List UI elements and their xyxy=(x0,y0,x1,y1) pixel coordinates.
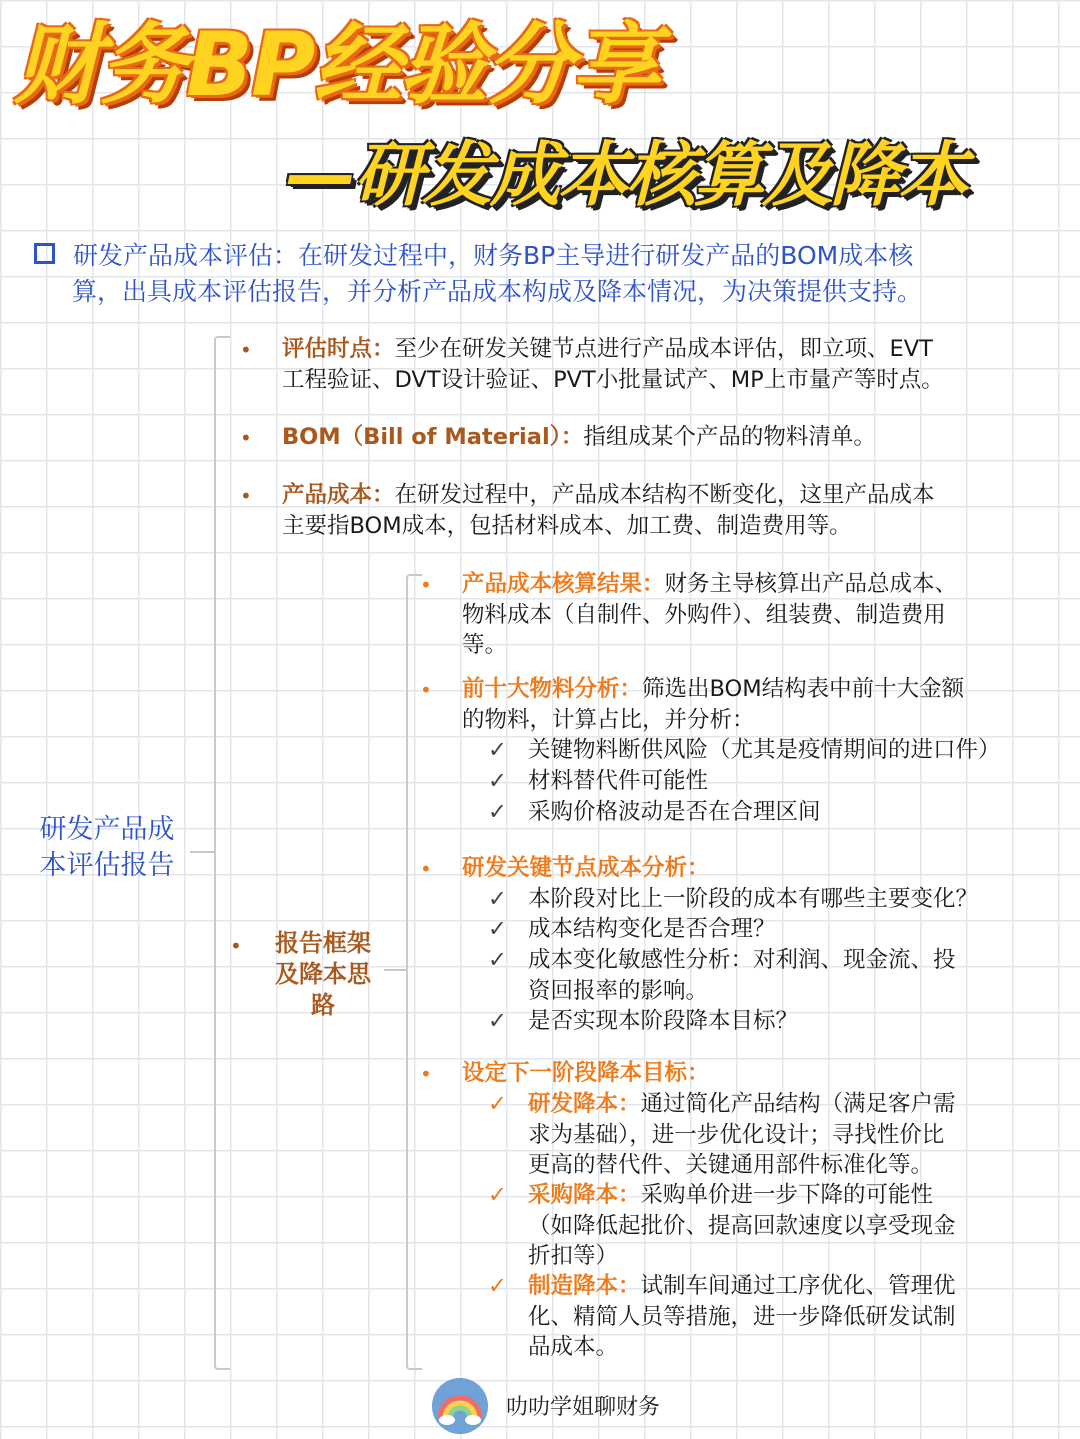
intro-line-2: 算，出具成本评估报告，并分析产品成本构成及降本情况，为决策提供支持。 xyxy=(72,277,923,306)
sub-node-line-1: 报告框架 xyxy=(275,929,371,957)
manufacturing-cost-reduction: ✓ 制造降本：试制车间通过工序优化、管理优 化、精简人员等措施，进一步降低研发试制 品成本。 xyxy=(488,1273,956,1360)
intro-paragraph xyxy=(34,238,1064,310)
cost-result-text-3: 等。 xyxy=(462,632,508,658)
check-icon: ✓ xyxy=(488,737,507,763)
product-cost-item xyxy=(282,480,1062,541)
bullet-icon: • xyxy=(230,934,242,958)
milestone-check-3: ✓ 成本变化敏感性分析：对利润、现金流、投 资回报率的影响。 xyxy=(488,947,956,1004)
top10-text-1: 筛选出BOM结构表中前十大金额 xyxy=(642,676,965,702)
milestone-check-4: ✓ 是否实现本阶段降本目标？ xyxy=(488,1006,1068,1037)
cost-result-section xyxy=(462,569,1062,661)
milestone-check-2: ✓ 成本结构变化是否合理？ xyxy=(488,914,1068,945)
product-cost-text-1: 在研发过程中，产品成本结构不断变化，这里产品成本 xyxy=(394,482,935,508)
milestone-section xyxy=(462,853,1062,884)
inner-bracket-connector xyxy=(384,969,406,971)
bullet-icon: • xyxy=(420,1062,432,1086)
eval-point-text-2: 工程验证、DVT设计验证、PVT小批量试产、MP上市量产等时点。 xyxy=(282,366,944,393)
author-name: 叻叻学姐聊财务 xyxy=(506,1395,661,1420)
eval-point-label: 评估时点： xyxy=(282,336,395,362)
check-icon: ✓ xyxy=(488,768,507,794)
top10-check-1: ✓ 关键物料断供风险（尤其是疫情期间的进口件） xyxy=(488,735,1068,766)
bullet-icon: • xyxy=(420,857,432,881)
check-icon: ✓ xyxy=(488,1091,507,1117)
top10-section xyxy=(462,674,1062,735)
intro-line-1: 研发产品成本评估：在研发过程中，财务BP主导进行研发产品的BOM成本核 xyxy=(73,241,914,270)
check-icon: ✓ xyxy=(488,1273,507,1299)
eval-point-item xyxy=(282,334,1062,395)
procurement-label: 采购降本： xyxy=(528,1182,641,1208)
cost-result-text-1: 财务主导核算出产品总成本、 xyxy=(664,571,958,597)
page-title: 财务BP经验分享 xyxy=(14,13,658,116)
rd-label: 研发降本： xyxy=(528,1091,641,1117)
cost-result-text-2: 物料成本（自制件、外购件）、组装费、制造费用 xyxy=(462,601,946,628)
top10-check-3: ✓ 采购价格波动是否在合理区间 xyxy=(488,797,1068,828)
top10-label: 前十大物料分析： xyxy=(462,676,643,702)
eval-point-text-1: 至少在研发关键节点进行产品成本评估，即立项、EVT xyxy=(394,336,933,362)
rd-cost-reduction: ✓ 研发降本：通过简化产品结构（满足客户需 求为基础），进一步优化设计；寻找性价比 更高的替代件、关键通用部件标准化等。 xyxy=(488,1091,956,1178)
milestone-check-1: ✓ 本阶段对比上一阶段的成本有哪些主要变化？ xyxy=(488,884,1068,915)
check-icon: ✓ xyxy=(488,886,507,912)
procurement-cost-reduction: ✓ 采购降本：采购单价进一步下降的可能性 （如降低起批价、提高回款速度以享受现金 折扣等） xyxy=(488,1182,956,1269)
bom-label: BOM（Bill of Material）： xyxy=(282,424,584,450)
next-target-label: 设定下一阶段降本目标： xyxy=(462,1060,710,1086)
check-icon: ✓ xyxy=(488,1182,507,1208)
check-icon: ✓ xyxy=(488,1008,507,1034)
next-target-section xyxy=(462,1058,1062,1089)
root-node-line-1: 研发产品成 xyxy=(39,814,175,845)
page-subtitle: —研发成本核算及降本 xyxy=(286,134,966,216)
check-icon: ✓ xyxy=(488,799,507,825)
bom-item xyxy=(282,422,1062,453)
product-cost-text-2: 主要指BOM成本，包括材料成本、加工费、制造费用等。 xyxy=(282,512,852,539)
product-cost-label: 产品成本： xyxy=(282,482,395,508)
bom-text: 指组成某个产品的物料清单。 xyxy=(583,424,876,450)
manufacturing-label: 制造降本： xyxy=(528,1273,641,1299)
milestone-label: 研发关键节点成本分析： xyxy=(462,855,710,881)
root-node-line-2: 本评估报告 xyxy=(39,850,175,881)
bullet-icon: • xyxy=(240,338,252,362)
bullet-icon: • xyxy=(240,484,252,508)
root-node-label xyxy=(22,812,192,884)
rainbow-avatar-icon xyxy=(432,1378,488,1434)
bullet-icon: • xyxy=(240,426,252,450)
outer-bracket xyxy=(214,336,230,1370)
sub-node-label xyxy=(262,928,384,1021)
check-icon: ✓ xyxy=(488,947,507,973)
sub-node-line-3: 路 xyxy=(311,991,335,1019)
sub-node-line-2: 及降本思 xyxy=(275,960,371,988)
top10-check-2: ✓ 材料替代件可能性 xyxy=(488,766,1068,797)
checkbox-square-icon xyxy=(34,243,55,264)
outer-bracket-connector xyxy=(190,851,214,853)
top10-text-2: 的物料，计算占比，并分析： xyxy=(462,706,755,733)
bullet-icon: • xyxy=(420,573,432,597)
cost-result-label: 产品成本核算结果： xyxy=(462,571,665,597)
check-icon: ✓ xyxy=(488,916,507,942)
bullet-icon: • xyxy=(420,678,432,702)
